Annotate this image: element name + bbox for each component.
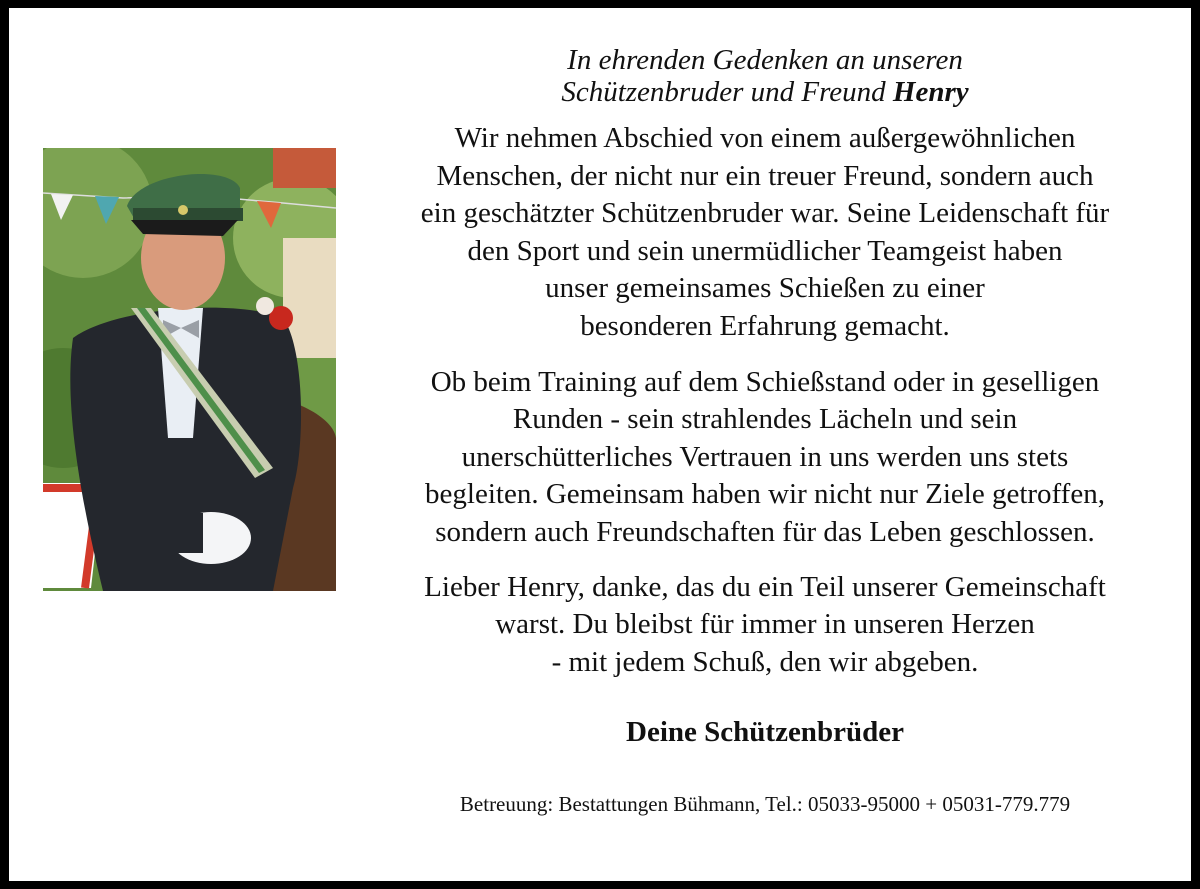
paragraph-thanks <box>381 569 1149 682</box>
paragraph-line: unerschütterliches Vertrauen in uns werden uns stets <box>461 440 1069 473</box>
paragraph-line: ein geschätzter Schützenbruder war. Seine Leidenschaft für <box>420 197 1110 230</box>
paragraph-line: besonderen Erfahrung gemacht. <box>580 309 950 342</box>
paragraph-line: Lieber Henry, danke, das du ein Teil unserer Gemeinschaft <box>424 570 1106 603</box>
portrait-illustration <box>43 148 336 591</box>
header-line-2 <box>381 76 1149 108</box>
paragraph-line: unser gemeinsames Schießen zu einer <box>545 272 985 305</box>
paragraph-line: begleiten. Gemeinsam haben wir nicht nur Ziele getroffen, <box>425 478 1105 511</box>
paragraph-farewell <box>381 120 1149 346</box>
memorial-photo <box>43 148 336 591</box>
paragraph-line: - mit jedem Schuß, den wir abgeben. <box>551 645 979 678</box>
signature: Deine Schützenbrüder <box>626 716 904 749</box>
header-line-1: In ehrenden Gedenken an unseren <box>567 44 963 76</box>
memorial-header <box>381 44 1149 108</box>
obituary-notice <box>9 8 1191 881</box>
paragraph-line: Wir nehmen Abschied von einem außergewöhnlichen <box>454 122 1076 154</box>
paragraph-line: den Sport und sein unermüdlicher Teamgeist haben <box>467 234 1063 267</box>
paragraph-memories <box>381 364 1149 552</box>
paragraph-line: sondern auch Freundschaften für das Leben geschlossen. <box>435 515 1095 548</box>
paragraph-line: Menschen, der nicht nur ein treuer Freund, sondern auch <box>436 159 1094 192</box>
paragraph-line: Runden - sein strahlendes Lächeln und sein <box>512 403 1018 436</box>
funeral-home-contact: Betreuung: Bestattungen Bühmann, Tel.: 05033-95000 + 05031-779.779 <box>459 792 1071 817</box>
text-column <box>381 44 1149 817</box>
paragraph-line: Ob beim Training auf dem Schießstand oder in geselligen <box>430 365 1100 398</box>
paragraph-line: warst. Du bleibst für immer in unseren Herzen <box>495 608 1035 641</box>
header-line-2-text: Schützenbruder und Freund <box>561 76 893 108</box>
deceased-name: Henry <box>892 76 969 108</box>
